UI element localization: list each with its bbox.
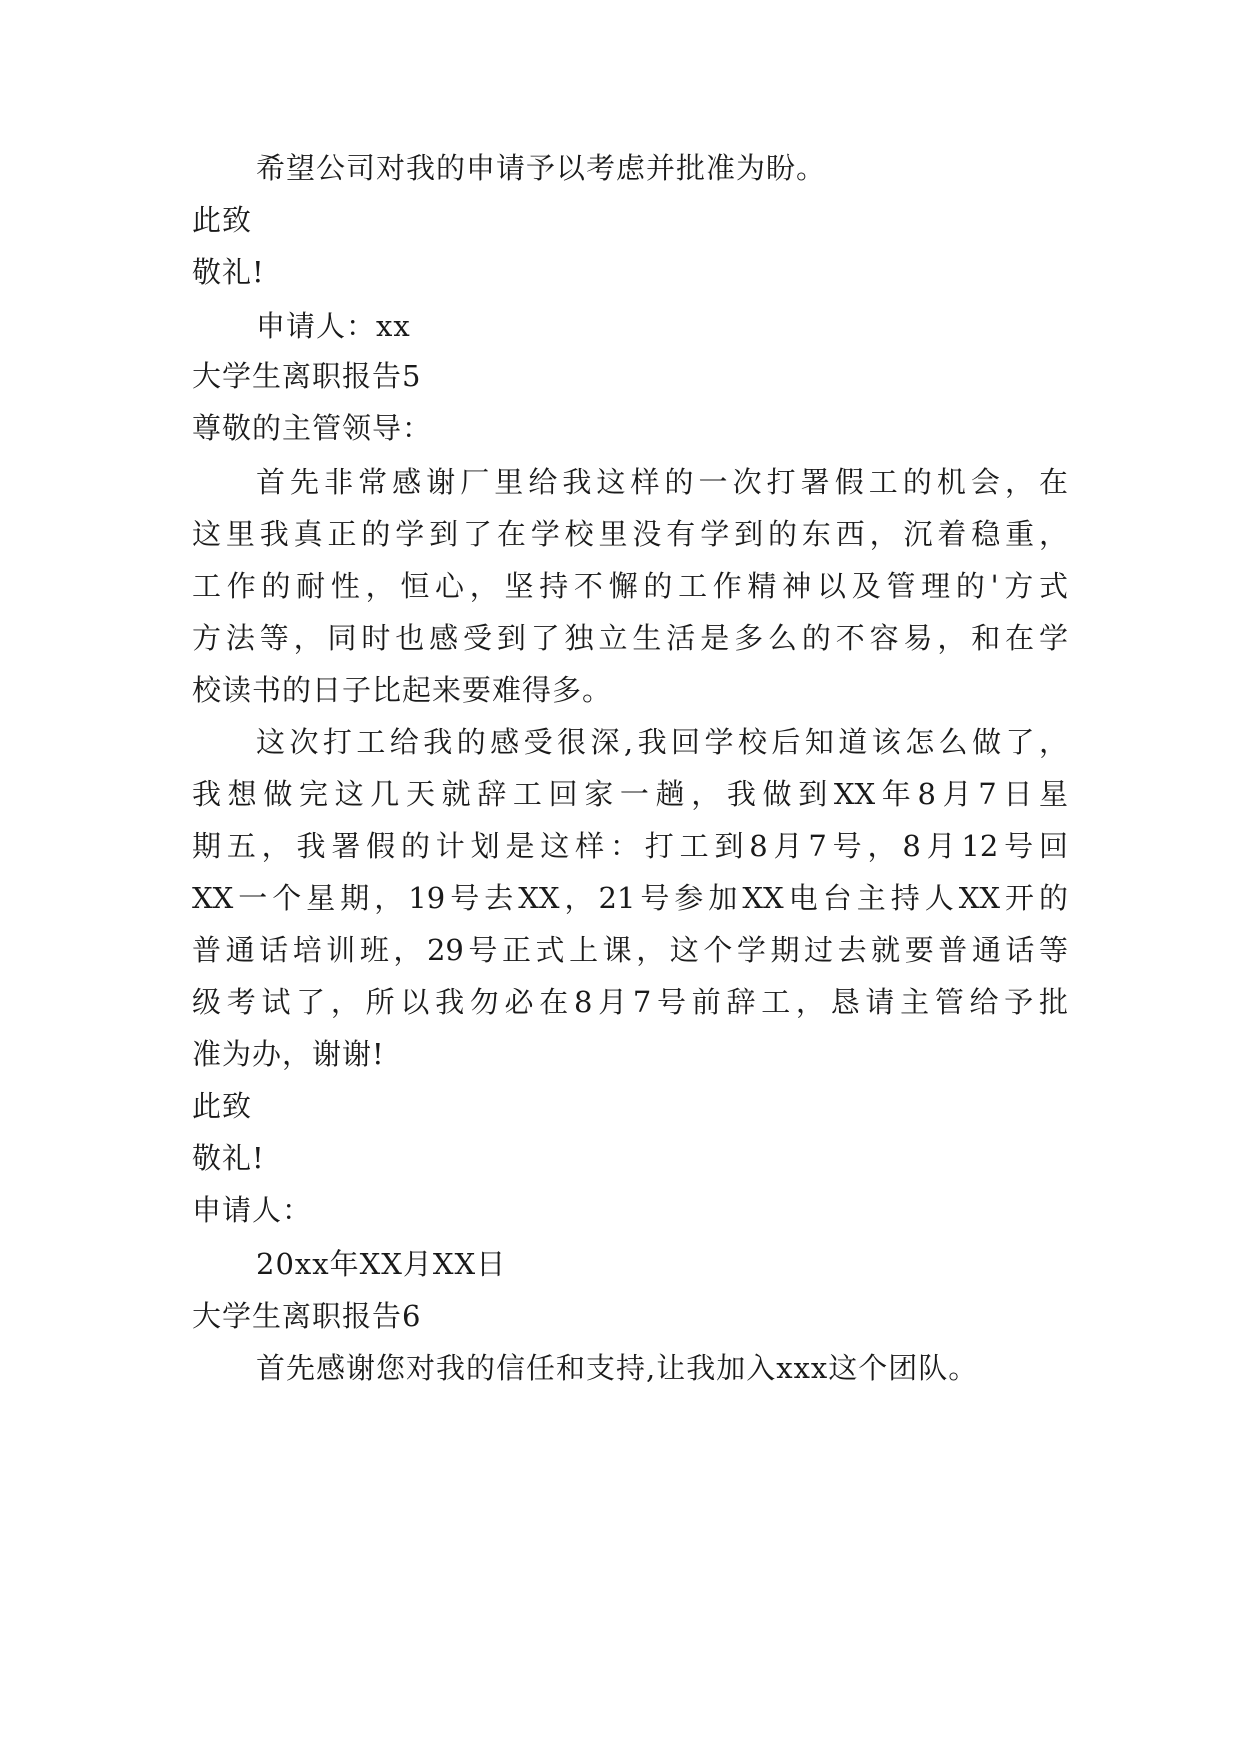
date-line: 20xx年XX月XX日 <box>256 1247 507 1281</box>
paragraph-line: 我想做完这几天就辞工回家一趟，我做到XX年8月7日星 <box>192 777 1068 811</box>
section-heading: 大学生离职报告5 <box>192 359 422 393</box>
signature-line: 申请人：xx <box>256 309 411 343</box>
paragraph-line: 期五，我署假的计划是这样：打工到8月7号，8月12号回 <box>192 829 1068 863</box>
paragraph-line: 校读书的日子比起来要难得多。 <box>192 673 613 707</box>
closing-line: 敬礼! <box>192 255 265 289</box>
paragraph-line: 希望公司对我的申请予以考虑并批准为盼。 <box>256 151 827 185</box>
paragraph-line: 普通话培训班，29号正式上课，这个学期过去就要普通话等 <box>192 933 1068 967</box>
paragraph-line: 首先感谢您对我的信任和支持,让我加入xxx这个团队。 <box>256 1351 979 1385</box>
closing-line: 此致 <box>192 1089 253 1123</box>
paragraph-line: 级考试了，所以我勿必在8月7号前辞工，恳请主管给予批 <box>192 985 1068 1019</box>
closing-line: 此致 <box>192 203 253 237</box>
closing-line: 敬礼! <box>192 1141 265 1175</box>
paragraph-line: 这里我真正的学到了在学校里没有学到的东西，沉着稳重， <box>192 517 1068 551</box>
salutation-line: 尊敬的主管领导： <box>192 411 433 445</box>
paragraph-line: 工作的耐性，恒心，坚持不懈的工作精神以及管理的'方式 <box>192 569 1068 603</box>
paragraph-line: 准为办，谢谢! <box>192 1037 385 1071</box>
paragraph-line: XX一个星期，19号去XX，21号参加XX电台主持人XX开的 <box>192 881 1068 915</box>
paragraph-line: 方法等，同时也感受到了独立生活是多么的不容易，和在学 <box>192 621 1068 655</box>
paragraph-line: 这次打工给我的感受很深,我回学校后知道该怎么做了， <box>256 725 1068 759</box>
paragraph-line: 首先非常感谢厂里给我这样的一次打署假工的机会，在 <box>256 465 1068 499</box>
signature-line: 申请人： <box>192 1193 313 1227</box>
section-heading: 大学生离职报告6 <box>192 1299 422 1333</box>
